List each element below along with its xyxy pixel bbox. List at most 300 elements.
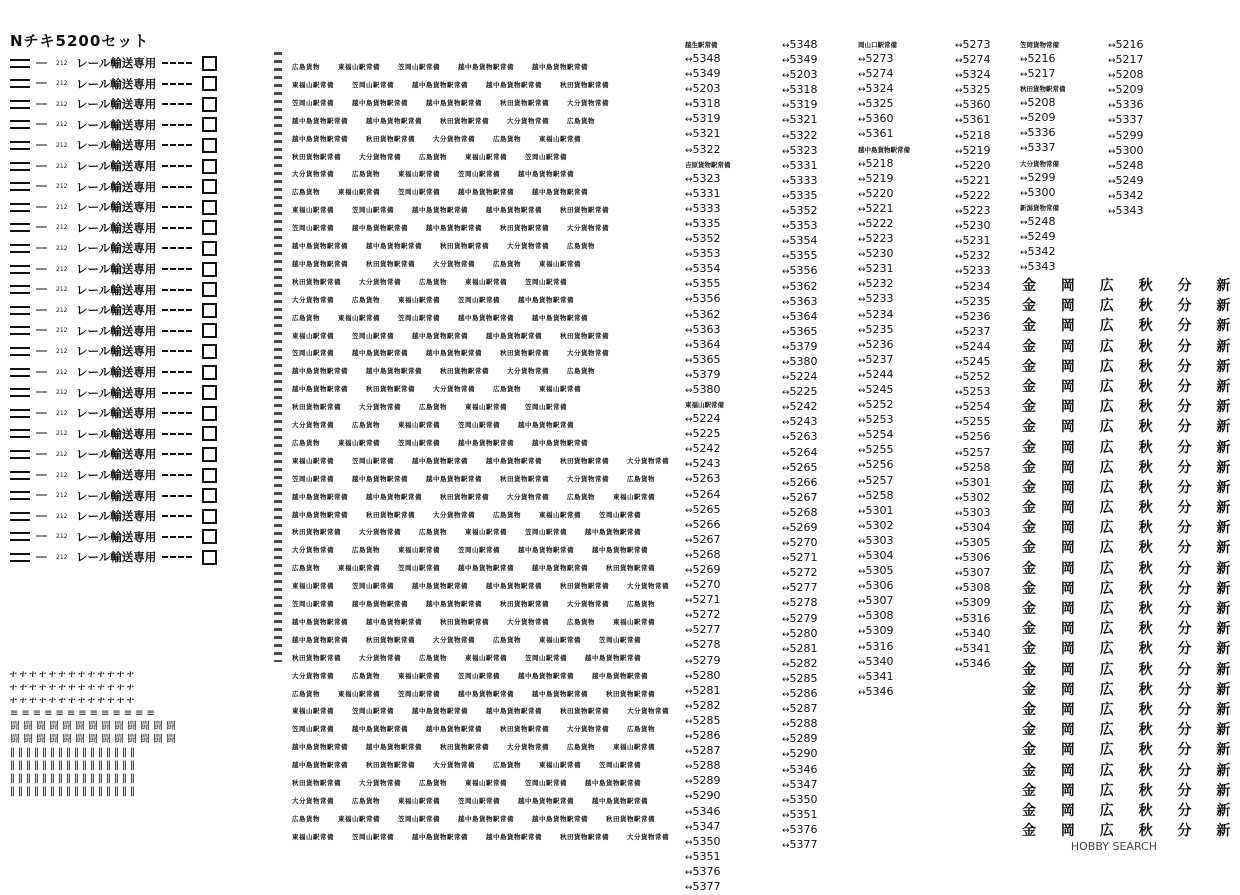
car-number: ↔5222	[955, 188, 991, 202]
rail-label: レール輸送専用	[76, 447, 157, 462]
rail-label: レール輸送専用	[76, 406, 157, 421]
car-number: ↔5288	[782, 717, 818, 731]
car-number: ↔5230	[858, 247, 894, 261]
rail-label: レール輸送専用	[76, 468, 157, 482]
rail-label: レール輸送専用	[76, 323, 157, 338]
car-number: ↔5346	[782, 762, 818, 776]
kanji-row: 金 岡 広 秋 分 新	[1022, 782, 1240, 799]
rail-label-row: ═══ 212 レール輸送専用	[10, 76, 272, 92]
car-number: ↔5236	[858, 337, 894, 351]
car-number: ↔5236	[955, 309, 991, 323]
kanji-row: 金 岡 広 秋 分 新	[1022, 338, 1240, 355]
rail-label: レール輸送専用	[76, 282, 157, 297]
station-row: 東福山駅常備 笠岡山駅常備 越中島貨物駅常備 越中島貨物駅常備 秋田貨物駅常備 大分貨物常備	[292, 582, 669, 591]
station-row: 大分貨物常備 広島貨物 東福山駅常備 笠岡山駅常備 越中島貨物駅常備	[292, 170, 574, 179]
car-number: ↔5252	[858, 398, 894, 412]
car-number: ↔5309	[858, 624, 894, 638]
car-number: ↔5323	[782, 143, 818, 157]
kanji-row: 金 岡 広 秋 分 新	[1022, 399, 1240, 416]
station-row: 越中島貨物駅常備 越中島貨物駅常備 秋田貨物駅常備 大分貨物常備 広島貨物	[292, 367, 595, 376]
kanji-row: 金 岡 広 秋 分 新	[1022, 419, 1240, 436]
car-number: ↔5353	[685, 247, 721, 261]
rail-label: レール輸送専用	[76, 550, 157, 565]
station-row: 越中島貨物駅常備 越中島貨物駅常備 秋田貨物駅常備 大分貨物常備 広島貨物 東福山駅常備	[292, 617, 655, 626]
car-number: ↔5361	[955, 113, 991, 127]
car-number: ↔5263	[782, 430, 818, 444]
kanji-row: 金 岡 広 秋 分 新	[1022, 601, 1240, 617]
car-number: ↔5321	[782, 113, 818, 127]
car-number: ↔5219	[955, 143, 991, 157]
station-row: 東福山駅常備 笠岡山駅常備 越中島貨物駅常備 越中島貨物駅常備 秋田貨物駅常備 大分貨物常備	[292, 456, 669, 465]
car-number: ↔5322	[685, 142, 721, 156]
station-row: 越中島貨物駅常備 秋田貨物駅常備 大分貨物常備 広島貨物 東福山駅常備	[292, 385, 581, 394]
car-number: ↔5287	[685, 744, 721, 758]
car-number: ↔5363	[685, 322, 721, 336]
rail-label-row: ═══ 212 レール輸送専用	[10, 282, 272, 298]
station-row: 越中島貨物駅常備 秋田貨物駅常備 大分貨物常備 広島貨物 東福山駅常備 笠岡山駅常備	[292, 761, 641, 770]
station-row: 笠岡山駅常備 越中島貨物駅常備 越中島貨物駅常備 秋田貨物駅常備 大分貨物常備	[292, 349, 609, 358]
car-number: ↔5244	[955, 339, 991, 353]
kanji-row: 金 岡 広 秋 分 新	[1022, 580, 1240, 597]
car-number: ↔5208	[1020, 96, 1056, 110]
car-number: ↔5278	[685, 638, 721, 652]
car-number: ↔5220	[955, 158, 991, 172]
car-number: ↔5286	[782, 687, 818, 701]
rail-label-row: ═══ 212 レール輸送専用	[10, 96, 272, 112]
car-number: ↔5272	[685, 608, 721, 622]
car-number: ↔5287	[782, 702, 818, 716]
rail-label-row: ═══ 212 レール輸送専用	[10, 405, 272, 421]
kanji-row: 金 岡 広 秋 分 新	[1022, 661, 1240, 678]
rail-label-row: ═══ 212 レール輸送専用	[10, 179, 272, 195]
rail-label-row: ═══ 212 レール輸送専用	[10, 385, 272, 401]
rail-label-row: ═══ 212 レール輸送専用	[10, 158, 272, 174]
car-number: ↔5274	[955, 53, 991, 67]
car-number: ↔5379	[782, 339, 818, 353]
station-row: 秋田貨物駅常備 大分貨物常備 広島貨物 東福山駅常備 笠岡山駅常備 越中島貨物駅常備	[292, 528, 641, 537]
car-number: ↔5352	[782, 204, 818, 218]
car-number: ↔5235	[858, 322, 894, 336]
car-number: ↔5257	[858, 473, 894, 487]
car-number: ↔5306	[955, 551, 991, 565]
car-number: ↔5233	[955, 264, 991, 278]
kanji-row: 金 岡 広 秋 分 新	[1022, 681, 1240, 698]
car-number: ↔5325	[955, 83, 991, 97]
car-number: ↔5333	[782, 173, 818, 187]
car-number: ↔5341	[858, 669, 894, 683]
kanji-row: 金 岡 広 秋 分 新	[1022, 641, 1240, 658]
car-number: ↔5266	[685, 517, 721, 531]
car-number: ↔5318	[685, 97, 721, 111]
rail-label: レール輸送専用	[76, 385, 157, 400]
car-number: ↔5318	[782, 83, 818, 97]
number-column-3: 笠岡貨物常備 ↔5216 ↔5217 秋田貨物駅常備 ↔5208 ↔5209 ↔5336 ↔5337 大分貨物常備 ↔5299 ↔5300 新潟貨物常備 ↔5248 ↔5249 ↔5342 ↔5343	[1020, 38, 1066, 275]
station-row: 東福山駅常備 笠岡山駅常備 越中島貨物駅常備 越中島貨物駅常備 秋田貨物駅常備	[292, 80, 609, 89]
car-number: ↔5306	[858, 579, 894, 593]
rail-label: レール輸送専用	[76, 509, 157, 524]
rail-label-row: ═══ 212 レール輸送専用	[10, 137, 272, 153]
station-row: 笠岡山駅常備 越中島貨物駅常備 越中島貨物駅常備 秋田貨物駅常備 大分貨物常備	[292, 224, 609, 233]
kanji-row: 金 岡 広 秋 分 新	[1022, 701, 1240, 718]
station-row: 広島貨物 東福山駅常備 笠岡山駅常備 越中島貨物駅常備 越中島貨物駅常備	[292, 313, 588, 322]
car-number: ↔5268	[685, 547, 721, 561]
car-number: ↔5208	[1108, 68, 1144, 82]
car-number: ↔5249	[1108, 173, 1144, 187]
car-number: ↔5316	[955, 611, 991, 625]
car-number: ↔5290	[782, 747, 818, 761]
car-number: ↔5303	[858, 533, 894, 547]
number-column-2: 岡山口駅常備 ↔5273 ↔5274 ↔5324 ↔5325 ↔5360 ↔5361 越中島貨物駅常備 ↔5218 ↔5219 ↔5220 ↔5221 ↔5222 ↔5223 ↔5230 ↔5231 ↔5232 ↔5233 ↔5234 ↔5235 ↔5236 ↔5237 ↔5244 ↔5245 ↔5252 ↔5253 ↔5254 ↔5255 ↔5256 ↔5257 ↔5258 ↔5301 ↔5302 ↔5303 ↔5304 ↔5305 ↔5306 ↔5307 ↔5308 ↔5309 ↔5316 ↔5340 ↔5341 ↔5346	[858, 38, 910, 700]
car-number: ↔5270	[782, 536, 818, 550]
car-number: ↔5285	[782, 671, 818, 685]
car-number: ↔5350	[685, 834, 721, 848]
car-number: ↔5302	[858, 518, 894, 532]
car-number: ↔5300	[1108, 143, 1144, 157]
station-row: 越中島貨物駅常備 秋田貨物駅常備 大分貨物常備 広島貨物 東福山駅常備	[292, 259, 581, 268]
station-row: 広島貨物 東福山駅常備 笠岡山駅常備 越中島貨物駅常備 越中島貨物駅常備 秋田貨物駅常備	[292, 564, 655, 573]
car-number: ↔5231	[955, 234, 991, 248]
car-number: ↔5253	[858, 413, 894, 427]
car-number: ↔5221	[955, 173, 991, 187]
car-number: ↔5254	[955, 400, 991, 414]
station-row: 笠岡山駅常備 越中島貨物駅常備 越中島貨物駅常備 秋田貨物駅常備 大分貨物常備 広島貨物	[292, 725, 655, 734]
car-number: ↔5252	[955, 370, 991, 384]
kanji-row: 金 岡 広 秋 分 新	[1022, 762, 1240, 779]
car-number: ↔5270	[685, 578, 721, 592]
car-number: ↔5376	[782, 822, 818, 836]
car-number: ↔5285	[685, 713, 721, 727]
car-number: ↔5364	[685, 337, 721, 351]
car-number: ↔5269	[782, 521, 818, 534]
car-number: ↔5203	[782, 68, 818, 82]
car-number: ↔5279	[685, 653, 721, 667]
car-number: ↔5342	[1020, 244, 1056, 258]
rail-label: レール輸送専用	[76, 529, 157, 544]
car-number: ↔5348	[782, 38, 818, 51]
car-number: ↔5364	[782, 309, 818, 323]
car-number: ↔5265	[782, 460, 818, 474]
rail-label-row: ═══ 212 レール輸送専用	[10, 426, 272, 442]
rail-label-row: ═══ 212 レール輸送専用	[10, 446, 272, 462]
car-number: ↔5325	[858, 97, 894, 111]
car-number: ↔5362	[685, 307, 721, 321]
car-number: ↔5281	[782, 641, 818, 655]
rail-label: レール輸送専用	[76, 365, 157, 379]
car-number: ↔5380	[782, 354, 818, 368]
car-number: ↔5264	[685, 487, 721, 501]
car-number: ↔5335	[782, 188, 818, 202]
car-number: ↔5277	[782, 581, 818, 595]
kanji-row: 金 岡 広 秋 分 新	[1022, 823, 1240, 840]
car-number: ↔5216	[1108, 38, 1144, 51]
dot-column	[274, 52, 282, 662]
rail-label-row: ═══ 212 レール輸送専用	[10, 467, 272, 483]
station-row: 秋田貨物駅常備 大分貨物常備 広島貨物 東福山駅常備 笠岡山駅常備 越中島貨物駅常備	[292, 653, 641, 662]
car-number: ↔5346	[858, 684, 894, 698]
car-number: ↔5351	[685, 849, 721, 863]
car-number: ↔5274	[858, 67, 894, 81]
car-number: ↔5281	[685, 683, 721, 697]
car-number: ↔5379	[685, 367, 721, 381]
rail-label: レール輸送専用	[76, 220, 157, 235]
kanji-row: 金 岡 広 秋 分 新	[1022, 802, 1240, 819]
car-number: ↔5307	[955, 566, 991, 580]
car-number: ↔5348	[685, 52, 721, 65]
kanji-row: 金 岡 広 秋 分 新	[1022, 278, 1240, 294]
station-row: 笠岡山駅常備 越中島貨物駅常備 越中島貨物駅常備 秋田貨物駅常備 大分貨物常備 広島貨物	[292, 600, 655, 608]
station-row: 東福山駅常備 笠岡山駅常備 越中島貨物駅常備 越中島貨物駅常備 秋田貨物駅常備 大分貨物常備	[292, 832, 669, 841]
car-number: ↔5217	[1108, 53, 1144, 67]
car-number: ↔5278	[782, 596, 818, 610]
car-number: ↔5350	[782, 792, 818, 806]
car-number: ↔5223	[955, 204, 991, 218]
car-number: ↔5352	[685, 232, 721, 246]
car-number: ↔5341	[955, 641, 991, 655]
number-column-1: 越生駅常備 ↔5348 ↔5349 ↔5203 ↔5318 ↔5319 ↔5321 ↔5322 吉原貨物駅常備 ↔5323 ↔5331 ↔5333 ↔5335 ↔5352 ↔5353 ↔5354 ↔5355 ↔5356 ↔5362 ↔5363 ↔5364 ↔5365 ↔5379 ↔5380 東福山駅常備 ↔5224 ↔5225 ↔5242 ↔5243 ↔5263 ↔5264 ↔5265 ↔5266 ↔5267 ↔5268 ↔5269 ↔5270 ↔5271 ↔5272 ↔5277 ↔5278 ↔5279 ↔5280 ↔5281 ↔5282 ↔5285 ↔5286 ↔5287 ↔5288 ↔5289 ↔5290 ↔5346 ↔5347 ↔5350 ↔5351 ↔5376 ↔5377	[685, 38, 731, 895]
rail-label-row: ═══ 212 レール輸送専用	[10, 261, 272, 277]
car-number: ↔5237	[955, 324, 991, 338]
station-row: 大分貨物常備 広島貨物 東福山駅常備 笠岡山駅常備 越中島貨物駅常備	[292, 295, 574, 304]
car-number: ↔5243	[685, 457, 721, 471]
car-number: ↔5354	[685, 262, 721, 276]
rail-label-row: ═══ 212 レール輸送専用	[10, 549, 272, 565]
kanji-row: 金 岡 広 秋 分 新	[1022, 560, 1240, 577]
station-row: 東福山駅常備 笠岡山駅常備 越中島貨物駅常備 越中島貨物駅常備 秋田貨物駅常備	[292, 331, 609, 340]
car-number: ↔5269	[685, 563, 721, 576]
car-number: ↔5244	[858, 367, 894, 381]
car-number: ↔5305	[955, 536, 991, 550]
car-number: ↔5209	[1020, 111, 1056, 125]
kanji-row: 金 岡 広 秋 分 新	[1022, 500, 1240, 517]
rail-label-row: ═══ 212 レール輸送専用	[10, 529, 272, 545]
kanji-row: 金 岡 広 秋 分 新	[1022, 358, 1240, 375]
car-number: ↔5324	[955, 68, 991, 82]
car-number: ↔5290	[685, 789, 721, 803]
kanji-row: 金 岡 広 秋 分 新	[1022, 742, 1240, 759]
car-number: ↔5263	[685, 472, 721, 486]
rail-label: レール輸送専用	[76, 56, 157, 70]
station-row: 広島貨物 東福山駅常備 笠岡山駅常備 越中島貨物駅常備 越中島貨物駅常備	[292, 438, 588, 447]
station-row: 大分貨物常備 広島貨物 東福山駅常備 笠岡山駅常備 越中島貨物駅常備 越中島貨物駅常備	[292, 671, 648, 680]
kanji-row: 金 岡 広 秋 分 新	[1022, 722, 1240, 739]
car-number: ↔5237	[858, 352, 894, 366]
car-number: ↔5336	[1020, 126, 1056, 140]
rail-label: レール輸送専用	[76, 76, 157, 91]
car-number: ↔5356	[782, 264, 818, 278]
rail-label-row: ═══ 212 レール輸送専用	[10, 55, 272, 71]
station-row: 笠岡山駅常備 越中島貨物駅常備 越中島貨物駅常備 秋田貨物駅常備 大分貨物常備 広島貨物	[292, 474, 655, 483]
car-number: ↔5305	[858, 564, 894, 578]
car-number: ↔5219	[858, 171, 894, 185]
car-number: ↔5245	[955, 354, 991, 368]
car-number: ↔5303	[955, 505, 991, 519]
car-number: ↔5280	[685, 668, 721, 682]
car-number: ↔5347	[782, 777, 818, 791]
car-number: ↔5254	[858, 428, 894, 442]
car-number: ↔5336	[1108, 98, 1144, 112]
kanji-row: 金 岡 広 秋 分 新	[1022, 540, 1240, 557]
station-row: 広島貨物 東福山駅常備 笠岡山駅常備 越中島貨物駅常備 越中島貨物駅常備	[292, 63, 588, 71]
car-number: ↔5324	[858, 82, 894, 96]
car-number: ↔5307	[858, 594, 894, 608]
car-number: ↔5242	[685, 442, 721, 456]
station-row: 越中島貨物駅常備 秋田貨物駅常備 大分貨物常備 広島貨物 東福山駅常備 笠岡山駅常備	[292, 510, 641, 519]
sheet-title: Nチキ5200セット	[10, 32, 150, 50]
car-number: ↔5308	[955, 581, 991, 595]
rail-label: レール輸送専用	[76, 303, 157, 318]
car-number: ↔5286	[685, 729, 721, 743]
station-row: 秋田貨物駅常備 大分貨物常備 広島貨物 東福山駅常備 笠岡山駅常備	[292, 277, 567, 286]
car-number: ↔5355	[685, 277, 721, 291]
station-row: 東福山駅常備 笠岡山駅常備 越中島貨物駅常備 越中島貨物駅常備 秋田貨物駅常備	[292, 206, 609, 215]
car-number: ↔5299	[1108, 128, 1144, 142]
kanji-row: 金 岡 広 秋 分 新	[1022, 459, 1240, 476]
car-number: ↔5333	[685, 201, 721, 215]
kanji-row: 金 岡 広 秋 分 新	[1022, 318, 1240, 335]
car-number: ↔5245	[858, 382, 894, 396]
car-number: ↔5337	[1108, 113, 1144, 127]
car-number: ↔5225	[782, 385, 818, 399]
car-number: ↔5242	[782, 400, 818, 414]
rail-label: レール輸送専用	[76, 344, 157, 359]
car-number: ↔5235	[955, 294, 991, 308]
kanji-row: 金 岡 広 秋 分 新	[1022, 621, 1240, 638]
kanji-row: 金 岡 広 秋 分 新	[1022, 439, 1240, 456]
car-number: ↔5217	[1020, 67, 1056, 81]
station-row: 秋田貨物駅常備 大分貨物常備 広島貨物 東福山駅常備 笠岡山駅常備 越中島貨物駅常備	[292, 779, 641, 787]
car-number: ↔5304	[955, 521, 991, 534]
car-number: ↔5223	[858, 232, 894, 246]
rail-label-row: ═══ 212 レール輸送専用	[10, 240, 272, 256]
car-number: ↔5225	[685, 427, 721, 441]
car-number: ↔5300	[1020, 185, 1056, 199]
rail-label: レール輸送専用	[76, 426, 157, 441]
car-number: ↔5255	[858, 443, 894, 457]
car-number: ↔5248	[1108, 158, 1144, 172]
car-number: ↔5301	[858, 503, 894, 517]
rail-label-row: ═══ 212 レール輸送専用	[10, 220, 272, 236]
car-number: ↔5232	[858, 277, 894, 291]
car-number: ↔5230	[955, 219, 991, 233]
car-number: ↔5273	[858, 52, 894, 65]
car-number: ↔5277	[685, 623, 721, 637]
car-number: ↔5203	[685, 82, 721, 96]
car-number: ↔5224	[685, 412, 721, 426]
car-number: ↔5266	[782, 475, 818, 489]
car-number: ↔5267	[782, 490, 818, 504]
car-number: ↔5231	[858, 262, 894, 276]
car-number: ↔5301	[955, 475, 991, 489]
station-row: 広島貨物 東福山駅常備 笠岡山駅常備 越中島貨物駅常備 越中島貨物駅常備 秋田貨物駅常備	[292, 814, 655, 823]
station-row: 東福山駅常備 笠岡山駅常備 越中島貨物駅常備 越中島貨物駅常備 秋田貨物駅常備 大分貨物常備	[292, 707, 669, 716]
car-number: ↔5272	[782, 566, 818, 580]
rail-label: レール輸送専用	[76, 97, 157, 112]
car-number: ↔5376	[685, 864, 721, 878]
car-number: ↔5279	[782, 611, 818, 625]
rail-label-row: ═══ 212 レール輸送専用	[10, 343, 272, 359]
rail-label: レール輸送専用	[76, 179, 157, 194]
car-number: ↔5361	[858, 127, 894, 141]
watermark: HOBBY SEARCH	[1070, 840, 1157, 853]
rail-label-row: ═══ 212 レール輸送専用	[10, 199, 272, 215]
car-number: ↔5356	[685, 292, 721, 306]
car-number: ↔5232	[955, 249, 991, 263]
rail-label-row: ═══ 212 レール輸送専用	[10, 488, 272, 504]
car-number: ↔5243	[782, 415, 818, 429]
rail-label: レール輸送専用	[76, 200, 157, 215]
car-number: ↔5337	[1020, 141, 1056, 155]
station-row: 越中島貨物駅常備 秋田貨物駅常備 大分貨物常備 広島貨物 東福山駅常備	[292, 134, 581, 143]
car-number: ↔5265	[685, 502, 721, 516]
car-number: ↔5380	[685, 382, 721, 396]
car-number: ↔5258	[858, 488, 894, 502]
kanji-row: 金 岡 広 秋 分 新	[1022, 479, 1240, 496]
car-number: ↔5362	[782, 279, 818, 293]
car-number: ↔5288	[685, 759, 721, 773]
car-number: ↔5302	[955, 490, 991, 504]
rail-label: レール輸送専用	[76, 159, 157, 173]
car-number: ↔5360	[858, 112, 894, 126]
car-number: ↔5321	[685, 127, 721, 141]
car-number: ↔5360	[955, 98, 991, 112]
kanji-row: 金 岡 広 秋 分 新	[1022, 520, 1240, 537]
car-number: ↔5340	[955, 626, 991, 640]
station-row: 越中島貨物駅常備 越中島貨物駅常備 秋田貨物駅常備 大分貨物常備 広島貨物 東福山駅常備	[292, 743, 655, 752]
car-number: ↔5282	[685, 698, 721, 712]
car-number: ↔5299	[1020, 170, 1056, 184]
car-number: ↔5282	[782, 656, 818, 670]
car-number: ↔5267	[685, 532, 721, 546]
car-number: ↔5304	[858, 549, 894, 562]
car-number: ↔5323	[685, 171, 721, 185]
station-row: 越中島貨物駅常備 越中島貨物駅常備 秋田貨物駅常備 大分貨物常備 広島貨物 東福山駅常備	[292, 492, 655, 501]
rail-label-row: ═══ 212 レール輸送専用	[10, 508, 272, 524]
car-number: ↔5249	[1020, 229, 1056, 243]
car-number: ↔5309	[955, 596, 991, 610]
car-number: ↔5234	[955, 279, 991, 293]
car-number: ↔5258	[955, 460, 991, 474]
car-number: ↔5331	[782, 158, 818, 172]
car-number: ↔5271	[782, 551, 818, 565]
car-number: ↔5363	[782, 294, 818, 308]
car-number: ↔5273	[955, 38, 991, 51]
car-number: ↔5335	[685, 216, 721, 230]
station-row: 越中島貨物駅常備 越中島貨物駅常備 秋田貨物駅常備 大分貨物常備 広島貨物	[292, 116, 595, 125]
rail-label-row: ═══ 212 レール輸送専用	[10, 302, 272, 318]
car-number: ↔5233	[858, 292, 894, 306]
car-number: ↔5255	[955, 415, 991, 429]
car-number: ↔5340	[858, 654, 894, 668]
car-number: ↔5354	[782, 234, 818, 248]
station-row: 笠岡山駅常備 越中島貨物駅常備 越中島貨物駅常備 秋田貨物駅常備 大分貨物常備	[292, 98, 609, 107]
car-number: ↔5347	[685, 819, 721, 833]
station-row: 広島貨物 東福山駅常備 笠岡山駅常備 越中島貨物駅常備 越中島貨物駅常備	[292, 188, 588, 197]
car-number: ↔5355	[782, 249, 818, 263]
car-number: ↔5209	[1108, 83, 1144, 97]
car-number: ↔5331	[685, 186, 721, 200]
station-row: 大分貨物常備 広島貨物 東福山駅常備 笠岡山駅常備 越中島貨物駅常備 越中島貨物駅常備	[292, 546, 648, 555]
car-number: ↔5264	[782, 445, 818, 459]
kanji-row: 金 岡 広 秋 分 新	[1022, 298, 1240, 315]
car-number: ↔5346	[685, 804, 721, 818]
rail-label: レール輸送専用	[76, 262, 157, 276]
small-glyph-block: ተተተተተተተተተተተተተ ተተተተተተተተተተተተተ ተተተተተተተተተተተተተ ≡≡≡≡≡≡≡≡≡≡≡≡≡ 闘闘闘闘闘闘闘闘闘闘闘闘闘 闘闘闘闘闘闘闘闘闘闘闘闘闘 ‖‖‖‖‖‖‖‖‖‖‖‖‖‖‖‖ ‖‖‖‖‖‖‖‖‖‖‖‖‖‖‖‖ ‖‖‖‖‖‖‖‖‖‖‖‖‖‖‖‖ ‖‖‖‖‖‖‖‖‖‖‖‖‖‖‖‖	[10, 669, 179, 797]
car-number: ↔5220	[858, 186, 894, 200]
rail-label: レール輸送専用	[76, 117, 157, 132]
car-number: ↔5365	[685, 352, 721, 366]
station-row: 広島貨物 東福山駅常備 笠岡山駅常備 越中島貨物駅常備 越中島貨物駅常備 秋田貨物駅常備	[292, 689, 655, 698]
car-number: ↔5256	[858, 458, 894, 472]
